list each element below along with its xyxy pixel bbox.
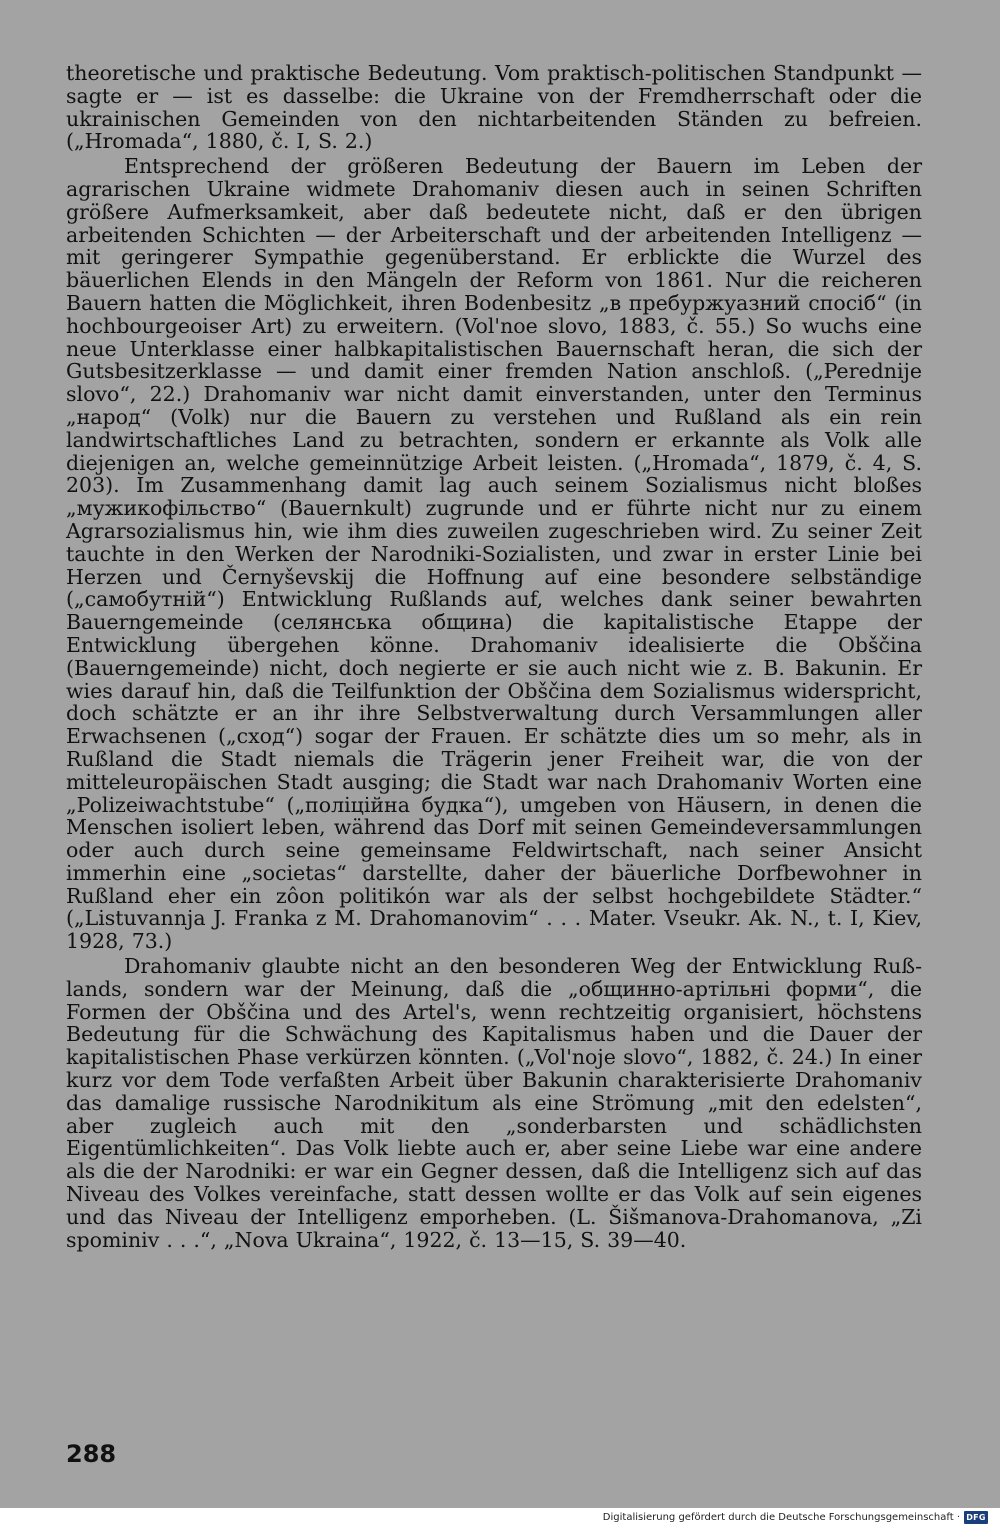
paragraph-1: theoretische und praktische Bedeutung. Vom praktisch-politischen Standpunkt — sagte er — ist es dasselbe: die Ukraine von der Fremdherrschaft oder die ukrainischen Gemeinden von den nichtarbeitenden Ständen zu befreien. („Hromada“, 1880, č. I, S. 2.) [66,61,922,154]
paragraph-3: Drahomaniv glaubte nicht an den besonderen Weg der Entwicklung Rußlands, sondern war der Meinung, daß die „общинно-артільні форми“, die Formen der Obščina und des Artel's, wenn rechtzeitig organisiert, höchstens Bedeutung für die Schwächung des Kapitalismus haben und die Dauer der kapitalistischen Phase verkürzen könnten. („Vol'noje slovo“, 1882, č. 24.) In einer kurz vor dem Tode verfaßten Arbeit über Bakunin charakterisierte Drahomaniv das damalige russische Narodnikitum als eine Strömung „mit den edelsten“, aber zugleich auch mit den „sonderbarsten und schädlichsten Eigentümlichkeiten“. Das Volk liebte auch er, aber seine Liebe war eine andere als die der Narodniki: er war ein Gegner dessen, daß die Intelligenz sich auf das Niveau des Volkes vereinfache, statt dessen wollte er das Volk auf sein eigenes und das Niveau der Intelligenz emporheben. (L. Šišmanova-Drahomanova, „Zi spominiv . . .“, „Nova Ukraina“, 1922, č. 13—15, S. 39—40. [66,954,922,1252]
footer-credit: Digitalisierung gefördert durch die Deutsche Forschungsgemeinschaft · [602,1512,960,1523]
dfg-logo-icon: DFG [964,1511,988,1524]
paragraph-2: Entsprechend der größeren Bedeutung der Bauern im Leben der agrarischen Ukraine widmete Drahomaniv diesen auch in seinen Schriften größere Aufmerksamkeit, aber daß bedeutete nicht, daß er den übrigen arbeitenden Schichten — der Arbeiterschaft und der arbeitenden Intelligenz — mit geringerer Sympathie gegenüberstand. Er erblickte die Wurzel des bäuerlichen Elends in den Mängeln der Reform von 1861. Nur die reicheren Bauern hatten die Möglichkeit, ihren Bodenbesitz „в пребуржуазний спосіб“ (in hochbourgeoiser Art) zu erweitern. (Vol'noe slovo, 1883, č. 55.) So wuchs eine neue Unterklasse einer halbkapitalistischen Bauernschaft heran, die sich der Gutsbesitzerklasse — und damit einer fremden Nation anschloß. („Perednije slovo“, 22.) Drahomaniv war nicht damit einverstanden, unter den Terminus „народ“ (Volk) nur die Bauern zu verstehen und Rußland als ein rein landwirtschaftliches Land zu betrachten, sondern er erkannte als Volk alle diejenigen an, welche gemeinnützige Arbeit leisten. („Hromada“, 1879, č. 4, S. 203). Im Zusammenhang damit lag auch seinem Sozialismus nicht bloßes „мужикофільство“ (Bauernkult) zugrunde und er führte nicht nur zu einem Agrarsozialismus hin, wie ihm dies zuweilen zugeschrieben wird. Zu seiner Zeit tauchte in den Werken der Narodniki-Sozialisten, und zwar in erster Linie bei Herzen und Černyševskij die Hoffnung auf eine besondere selbständige („самобутній“) Entwicklung Rußlands auf, welches dank seiner bewahrten Bauerngemeinde (селянська община) die kapitalistische Etappe der Entwicklung übergehen könne. Drahomaniv idealisierte die Obščina (Bauerngemeinde) nicht, doch negierte er sie auch nicht wie z. B. Bakunin. Er wies darauf hin, daß die Teilfunktion der Obščina dem Sozialismus widerspricht, doch schätzte er an ihr ihre Selbstverwaltung durch Versammlungen aller Erwachsenen („сход“) sogar der Frauen. Er schätzte dies um so mehr, als in Rußland die Stadt niemals die Trägerin jener Freiheit war, die von der mitteleuropäischen Stadt ausging; die Stadt war nach Drahomaniv Worten eine „Polizeiwachtstube“ („поліційна будка“), umgeben von Häusern, in denen die Menschen isoliert leben, während das Dorf mit seinen Gemeindeversammlungen oder auch durch seine gemeinsame Feldwirtschaft, nach seiner Ansicht immerhin eine „societas“ darstellte, daher der bäuerliche Dorfbewohner in Rußland eher ein zôon politikón war als der selbst hochgebildete Städter.“ („Listuvannja J. Franka z M. Drahomanovim“ . . . Mater. Vseukr. Ak. N., t. I, Kiev, 1928, 73.) [66,154,922,954]
page-body-text [66,62,922,1251]
page-number: 288 [66,1440,117,1468]
